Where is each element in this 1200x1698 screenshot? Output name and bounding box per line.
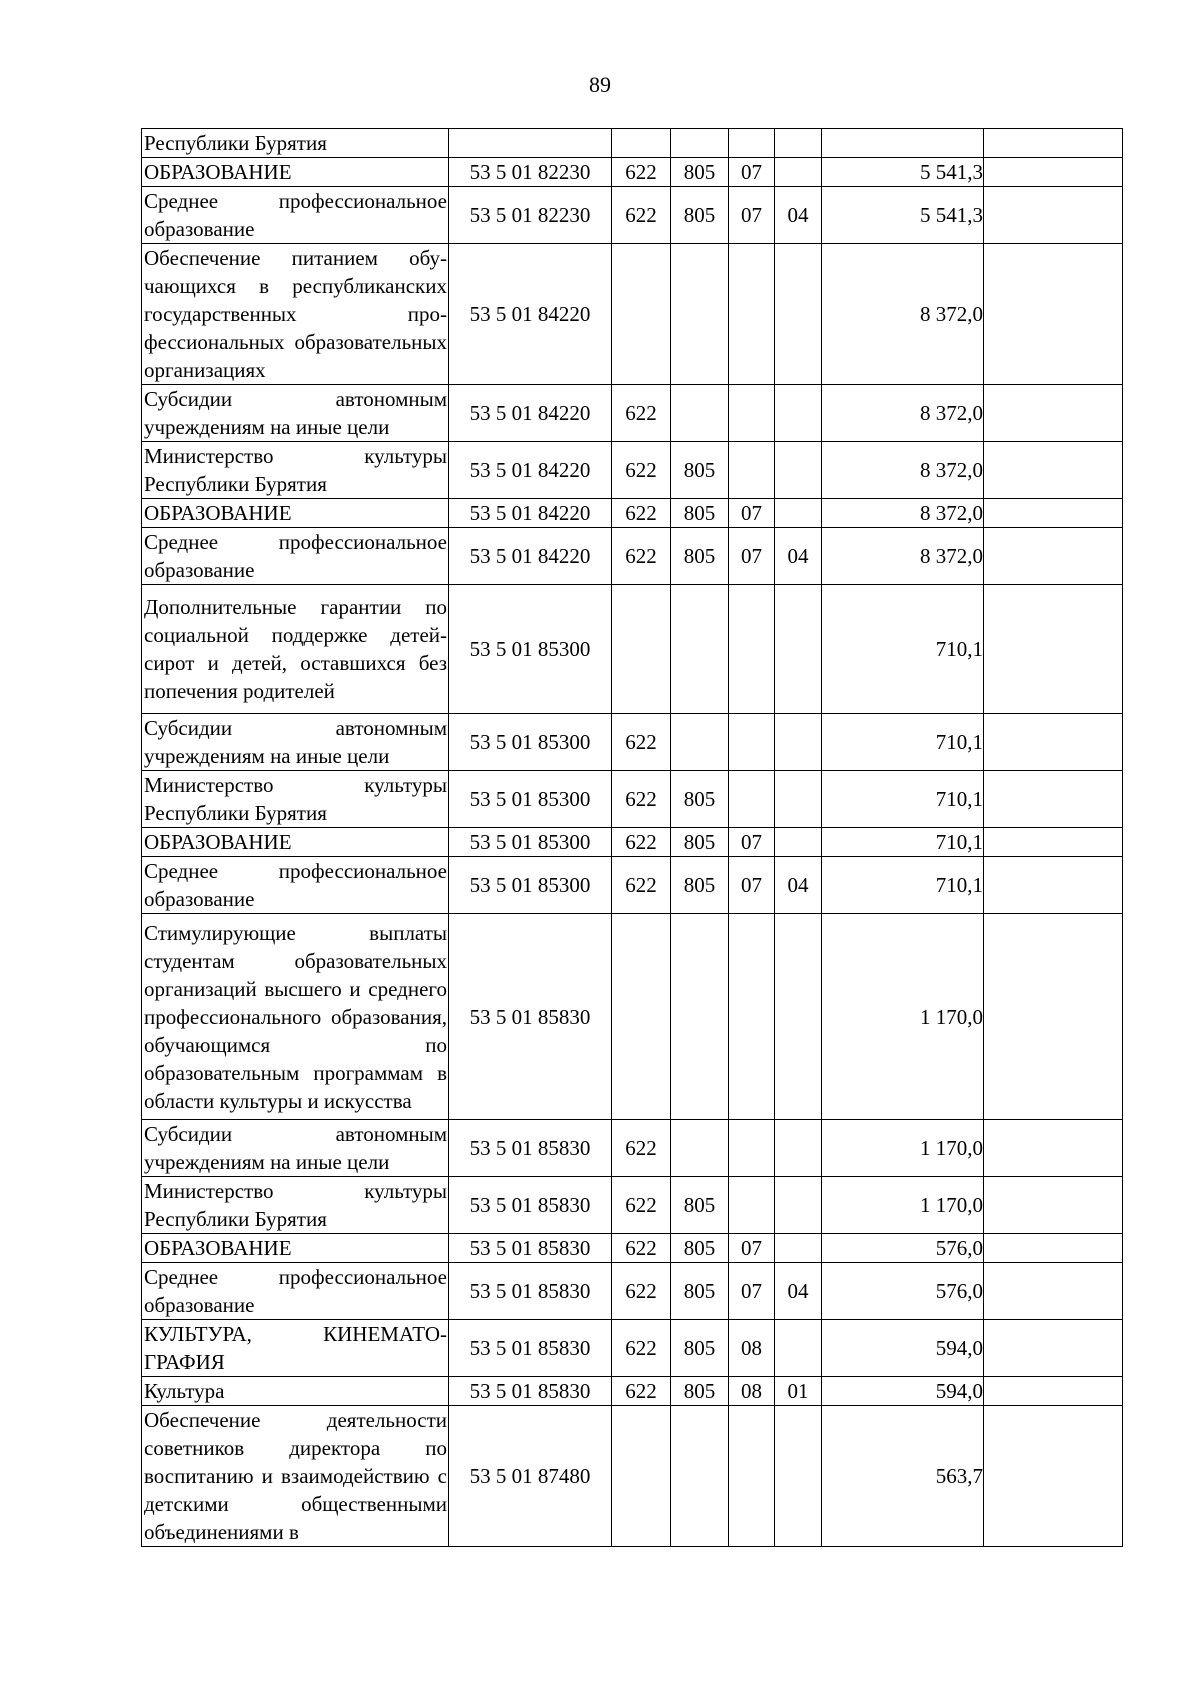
target-code-cell: 53 5 01 85830: [449, 1234, 612, 1263]
table-row: [142, 828, 1123, 857]
section-cell: 07: [729, 857, 775, 914]
amount-cell: 594,0: [822, 1320, 984, 1377]
subsection-cell: [775, 499, 822, 528]
subsection-cell: [775, 442, 822, 499]
target-code-cell: 53 5 01 87480: [449, 1406, 612, 1547]
expense-type-cell: 622: [612, 1234, 671, 1263]
section-cell: 07: [729, 1263, 775, 1320]
ministry-code-cell: [671, 914, 729, 1120]
extra-amount-cell: [984, 1120, 1123, 1177]
target-code-cell: 53 5 01 85830: [449, 1320, 612, 1377]
ministry-code-cell: 805: [671, 1177, 729, 1234]
table-row: [142, 187, 1123, 244]
section-cell: 07: [729, 528, 775, 585]
ministry-code-cell: 805: [671, 1263, 729, 1320]
amount-cell: 594,0: [822, 1377, 984, 1406]
ministry-code-cell: 805: [671, 1234, 729, 1263]
section-cell: [729, 244, 775, 385]
section-cell: 07: [729, 828, 775, 857]
expense-type-cell: 622: [612, 1177, 671, 1234]
extra-amount-cell: [984, 244, 1123, 385]
extra-amount-cell: [984, 828, 1123, 857]
target-code-cell: 53 5 01 85830: [449, 914, 612, 1120]
subsection-cell: [775, 714, 822, 771]
expense-type-cell: 622: [612, 158, 671, 187]
subsection-cell: 04: [775, 857, 822, 914]
subsection-cell: [775, 1120, 822, 1177]
amount-cell: 8 372,0: [822, 385, 984, 442]
ministry-code-cell: 805: [671, 828, 729, 857]
table-row: [142, 585, 1123, 714]
target-code-cell: 53 5 01 85300: [449, 714, 612, 771]
expense-type-cell: [612, 129, 671, 158]
ministry-code-cell: [671, 385, 729, 442]
extra-amount-cell: [984, 714, 1123, 771]
amount-cell: 1 170,0: [822, 1120, 984, 1177]
ministry-code-cell: [671, 244, 729, 385]
target-code-cell: 53 5 01 85300: [449, 857, 612, 914]
subsection-cell: [775, 914, 822, 1120]
target-code-cell: 53 5 01 82230: [449, 187, 612, 244]
row-name-cell: Министерство культуры Республики Бурятия: [142, 771, 449, 828]
expense-type-cell: 622: [612, 528, 671, 585]
row-name-cell: Дополнительные гарантии по социальной поддержке детей-сирот и детей, оставшихся без попечения родителей: [142, 585, 449, 714]
section-cell: [729, 442, 775, 499]
section-cell: [729, 129, 775, 158]
expense-type-cell: [612, 244, 671, 385]
row-name-cell: Министерство культуры Республики Бурятия: [142, 1177, 449, 1234]
amount-cell: 576,0: [822, 1234, 984, 1263]
ministry-code-cell: 805: [671, 771, 729, 828]
amount-cell: 710,1: [822, 771, 984, 828]
subsection-cell: [775, 385, 822, 442]
table-row: [142, 1120, 1123, 1177]
table-row: [142, 1177, 1123, 1234]
extra-amount-cell: [984, 1263, 1123, 1320]
row-name-cell: ОБРАЗОВАНИЕ: [142, 499, 449, 528]
table-row: [142, 714, 1123, 771]
section-cell: [729, 1120, 775, 1177]
extra-amount-cell: [984, 499, 1123, 528]
amount-cell: 576,0: [822, 1263, 984, 1320]
expense-type-cell: 622: [612, 385, 671, 442]
table-row: [142, 1234, 1123, 1263]
expense-type-cell: [612, 1406, 671, 1547]
target-code-cell: 53 5 01 85830: [449, 1177, 612, 1234]
subsection-cell: [775, 244, 822, 385]
amount-cell: 1 170,0: [822, 914, 984, 1120]
section-cell: [729, 714, 775, 771]
row-name-cell: Субсидии автономным учреждениям на иные цели: [142, 385, 449, 442]
section-cell: [729, 385, 775, 442]
ministry-code-cell: 805: [671, 1377, 729, 1406]
ministry-code-cell: 805: [671, 1320, 729, 1377]
amount-cell: 710,1: [822, 714, 984, 771]
target-code-cell: 53 5 01 85300: [449, 771, 612, 828]
extra-amount-cell: [984, 914, 1123, 1120]
amount-cell: 563,7: [822, 1406, 984, 1547]
subsection-cell: [775, 585, 822, 714]
expense-type-cell: [612, 585, 671, 714]
expense-type-cell: 622: [612, 1320, 671, 1377]
ministry-code-cell: [671, 585, 729, 714]
ministry-code-cell: 805: [671, 528, 729, 585]
row-name-cell: Среднее профессиональное образование: [142, 528, 449, 585]
table-row: [142, 771, 1123, 828]
extra-amount-cell: [984, 1406, 1123, 1547]
subsection-cell: [775, 828, 822, 857]
extra-amount-cell: [984, 771, 1123, 828]
ministry-code-cell: 805: [671, 499, 729, 528]
table-row: [142, 158, 1123, 187]
expense-type-cell: 622: [612, 1377, 671, 1406]
subsection-cell: 04: [775, 187, 822, 244]
row-name-cell: ОБРАЗОВАНИЕ: [142, 1234, 449, 1263]
ministry-code-cell: 805: [671, 158, 729, 187]
expense-type-cell: 622: [612, 828, 671, 857]
target-code-cell: 53 5 01 85300: [449, 828, 612, 857]
section-cell: 07: [729, 158, 775, 187]
target-code-cell: 53 5 01 84220: [449, 528, 612, 585]
expense-type-cell: 622: [612, 1120, 671, 1177]
expense-type-cell: 622: [612, 857, 671, 914]
table-row: [142, 129, 1123, 158]
table-row: [142, 499, 1123, 528]
subsection-cell: [775, 1234, 822, 1263]
amount-cell: [822, 129, 984, 158]
target-code-cell: 53 5 01 84220: [449, 442, 612, 499]
table-row: [142, 1377, 1123, 1406]
row-name-cell: Обеспечение деятельности советников директора по воспитанию и взаимодействию с детскими общественными объединениями в: [142, 1406, 449, 1547]
extra-amount-cell: [984, 1377, 1123, 1406]
row-name-cell: ОБРАЗОВАНИЕ: [142, 158, 449, 187]
subsection-cell: [775, 1320, 822, 1377]
row-name-cell: КУЛЬТУРА, КИНЕМАТОГРАФИЯ: [142, 1320, 449, 1377]
extra-amount-cell: [984, 585, 1123, 714]
extra-amount-cell: [984, 857, 1123, 914]
amount-cell: 5 541,3: [822, 187, 984, 244]
section-cell: 07: [729, 187, 775, 244]
target-code-cell: 53 5 01 85300: [449, 585, 612, 714]
row-name-cell: Среднее профессиональное образование: [142, 187, 449, 244]
row-name-cell: Среднее профессиональное образование: [142, 857, 449, 914]
budget-table: [141, 128, 1123, 1547]
section-cell: [729, 1177, 775, 1234]
subsection-cell: [775, 158, 822, 187]
section-cell: 07: [729, 1234, 775, 1263]
table-row: [142, 528, 1123, 585]
amount-cell: 1 170,0: [822, 1177, 984, 1234]
amount-cell: 8 372,0: [822, 244, 984, 385]
expense-type-cell: 622: [612, 499, 671, 528]
target-code-cell: 53 5 01 85830: [449, 1377, 612, 1406]
target-code-cell: 53 5 01 85830: [449, 1263, 612, 1320]
section-cell: 08: [729, 1377, 775, 1406]
subsection-cell: [775, 129, 822, 158]
subsection-cell: [775, 771, 822, 828]
section-cell: [729, 585, 775, 714]
ministry-code-cell: [671, 1406, 729, 1547]
ministry-code-cell: 805: [671, 442, 729, 499]
extra-amount-cell: [984, 187, 1123, 244]
ministry-code-cell: [671, 1120, 729, 1177]
table-row: [142, 914, 1123, 1120]
table-row: [142, 857, 1123, 914]
row-name-cell: Министерство культуры Республики Бурятия: [142, 442, 449, 499]
amount-cell: 710,1: [822, 828, 984, 857]
budget-table-body: [142, 129, 1123, 1547]
subsection-cell: 04: [775, 528, 822, 585]
extra-amount-cell: [984, 1177, 1123, 1234]
subsection-cell: [775, 1177, 822, 1234]
amount-cell: 8 372,0: [822, 499, 984, 528]
table-row: [142, 385, 1123, 442]
target-code-cell: 53 5 01 84220: [449, 244, 612, 385]
section-cell: [729, 914, 775, 1120]
extra-amount-cell: [984, 528, 1123, 585]
extra-amount-cell: [984, 1320, 1123, 1377]
ministry-code-cell: 805: [671, 857, 729, 914]
row-name-cell: Стимулирующие выплаты студентам образовательных организаций высшего и среднего профессионального образования, обучающимся по образовательным программам в области культуры и искусства: [142, 914, 449, 1120]
amount-cell: 8 372,0: [822, 528, 984, 585]
target-code-cell: 53 5 01 85830: [449, 1120, 612, 1177]
row-name-cell: Республики Бурятия: [142, 129, 449, 158]
extra-amount-cell: [984, 442, 1123, 499]
expense-type-cell: 622: [612, 1263, 671, 1320]
amount-cell: 5 541,3: [822, 158, 984, 187]
amount-cell: 8 372,0: [822, 442, 984, 499]
target-code-cell: 53 5 01 84220: [449, 499, 612, 528]
row-name-cell: Обеспечение питанием обучающихся в республиканских государственных профессиональных образовательных организациях: [142, 244, 449, 385]
table-row: [142, 1263, 1123, 1320]
ministry-code-cell: [671, 129, 729, 158]
table-row: [142, 442, 1123, 499]
table-row: [142, 1320, 1123, 1377]
extra-amount-cell: [984, 158, 1123, 187]
ministry-code-cell: [671, 714, 729, 771]
row-name-cell: Культура: [142, 1377, 449, 1406]
section-cell: [729, 1406, 775, 1547]
amount-cell: 710,1: [822, 857, 984, 914]
section-cell: 08: [729, 1320, 775, 1377]
extra-amount-cell: [984, 1234, 1123, 1263]
expense-type-cell: 622: [612, 714, 671, 771]
subsection-cell: [775, 1406, 822, 1547]
expense-type-cell: [612, 914, 671, 1120]
expense-type-cell: 622: [612, 187, 671, 244]
table-row: [142, 244, 1123, 385]
row-name-cell: Субсидии автономным учреждениям на иные цели: [142, 1120, 449, 1177]
ministry-code-cell: 805: [671, 187, 729, 244]
table-row: [142, 1406, 1123, 1547]
target-code-cell: [449, 129, 612, 158]
section-cell: [729, 771, 775, 828]
expense-type-cell: 622: [612, 442, 671, 499]
expense-type-cell: 622: [612, 771, 671, 828]
row-name-cell: Субсидии автономным учреждениям на иные цели: [142, 714, 449, 771]
target-code-cell: 53 5 01 84220: [449, 385, 612, 442]
extra-amount-cell: [984, 129, 1123, 158]
page-number: 89: [589, 72, 611, 97]
target-code-cell: 53 5 01 82230: [449, 158, 612, 187]
row-name-cell: Среднее профессиональное образование: [142, 1263, 449, 1320]
extra-amount-cell: [984, 385, 1123, 442]
subsection-cell: 01: [775, 1377, 822, 1406]
subsection-cell: 04: [775, 1263, 822, 1320]
amount-cell: 710,1: [822, 585, 984, 714]
row-name-cell: ОБРАЗОВАНИЕ: [142, 828, 449, 857]
section-cell: 07: [729, 499, 775, 528]
